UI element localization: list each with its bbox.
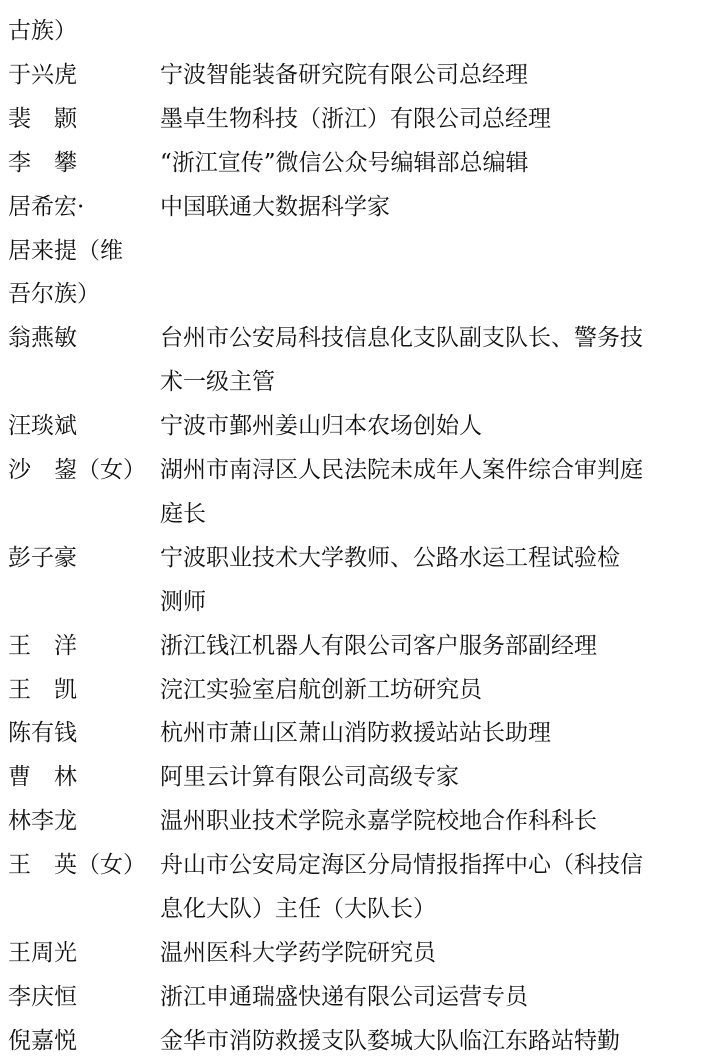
person-name: 吾尔族） (8, 281, 100, 308)
person-title-line: 舟山市公安局定海区分局情报指挥中心（科技信 (160, 852, 643, 879)
person-title-line: 浣江实验室启航创新工坊研究员 (160, 676, 482, 703)
list-item (0, 185, 720, 229)
person-name: 倪嘉悦 (8, 1027, 77, 1054)
list-item (0, 316, 720, 404)
person-title-line: 温州医科大学药学院研究员 (160, 939, 436, 966)
person-name: 曹 林 (8, 764, 77, 791)
person-name: 裴 颢 (8, 105, 77, 132)
person-name: 居来提（维 (8, 237, 123, 264)
person-title-line: 宁波市鄞州姜山归本农场创始人 (160, 413, 482, 440)
person-name: 陈有钱 (8, 720, 77, 747)
person-name: 李 攀 (8, 149, 77, 176)
list-item (0, 624, 720, 668)
person-title-line: 宁波智能装备研究院有限公司总经理 (160, 61, 528, 88)
list-item (0, 1019, 720, 1063)
person-title-line: “浙江宣传”微信公众号编辑部总编辑 (160, 149, 529, 176)
person-title-line: 息化大队）主任（大队长） (160, 895, 436, 922)
list-item (0, 536, 720, 624)
list-item (0, 843, 720, 931)
list-item (0, 9, 720, 53)
person-name: 沙 鋆（女） (8, 457, 146, 483)
list-item (0, 931, 720, 975)
list-item (0, 711, 720, 755)
person-name: 彭子豪 (8, 544, 77, 571)
person-title-line: 阿里云计算有限公司高级专家 (160, 764, 459, 791)
person-title-line: 温州职业技术学院永嘉学院校地合作科科长 (160, 808, 597, 835)
person-title-line: 金华市消防救援支队婺城大队临江东路站特勤 (160, 1027, 620, 1054)
person-name: 王 凯 (8, 676, 77, 703)
person-name: 王周光 (8, 939, 77, 966)
list-item (0, 668, 720, 712)
list-item (0, 141, 720, 185)
person-name: 李庆恒 (8, 983, 77, 1010)
person-name: 王 英（女） (8, 852, 146, 879)
person-name: 于兴虎 (8, 61, 77, 88)
list-item (0, 975, 720, 1019)
list-item (0, 53, 720, 97)
person-name: 汪琰斌 (8, 413, 77, 440)
list-item (0, 448, 720, 536)
person-name: 林李龙 (8, 808, 77, 835)
person-title-line: 湖州市南浔区人民法院未成年人案件综合审判庭 (160, 457, 643, 483)
list-item (0, 97, 720, 141)
person-name: 王 洋 (8, 632, 77, 659)
person-title-line: 中国联通大数据科学家 (160, 193, 390, 220)
person-title-line: 浙江申通瑞盛快递有限公司运营专员 (160, 983, 528, 1010)
person-title-line: 杭州市萧山区萧山消防救援站站长助理 (160, 720, 551, 747)
person-name: 居希宏· (8, 193, 85, 220)
person-name: 古族） (8, 18, 77, 44)
person-name: 翁燕敏 (8, 325, 77, 352)
person-title-line: 术一级主管 (160, 369, 275, 396)
list-item (0, 272, 720, 316)
person-title-line: 测师 (160, 588, 206, 615)
person-title-line: 浙江钱江机器人有限公司客户服务部副经理 (160, 632, 597, 659)
list-item (0, 799, 720, 843)
person-title-line: 宁波职业技术大学教师、公路水运工程试验检 (160, 544, 620, 571)
person-title-line: 台州市公安局科技信息化支队副支队长、警务技 (160, 325, 643, 352)
list-item (0, 404, 720, 448)
list-item (0, 755, 720, 799)
person-title-line: 墨卓生物科技（浙江）有限公司总经理 (160, 105, 551, 132)
list-item (0, 229, 720, 273)
person-title-line: 庭长 (160, 500, 206, 527)
